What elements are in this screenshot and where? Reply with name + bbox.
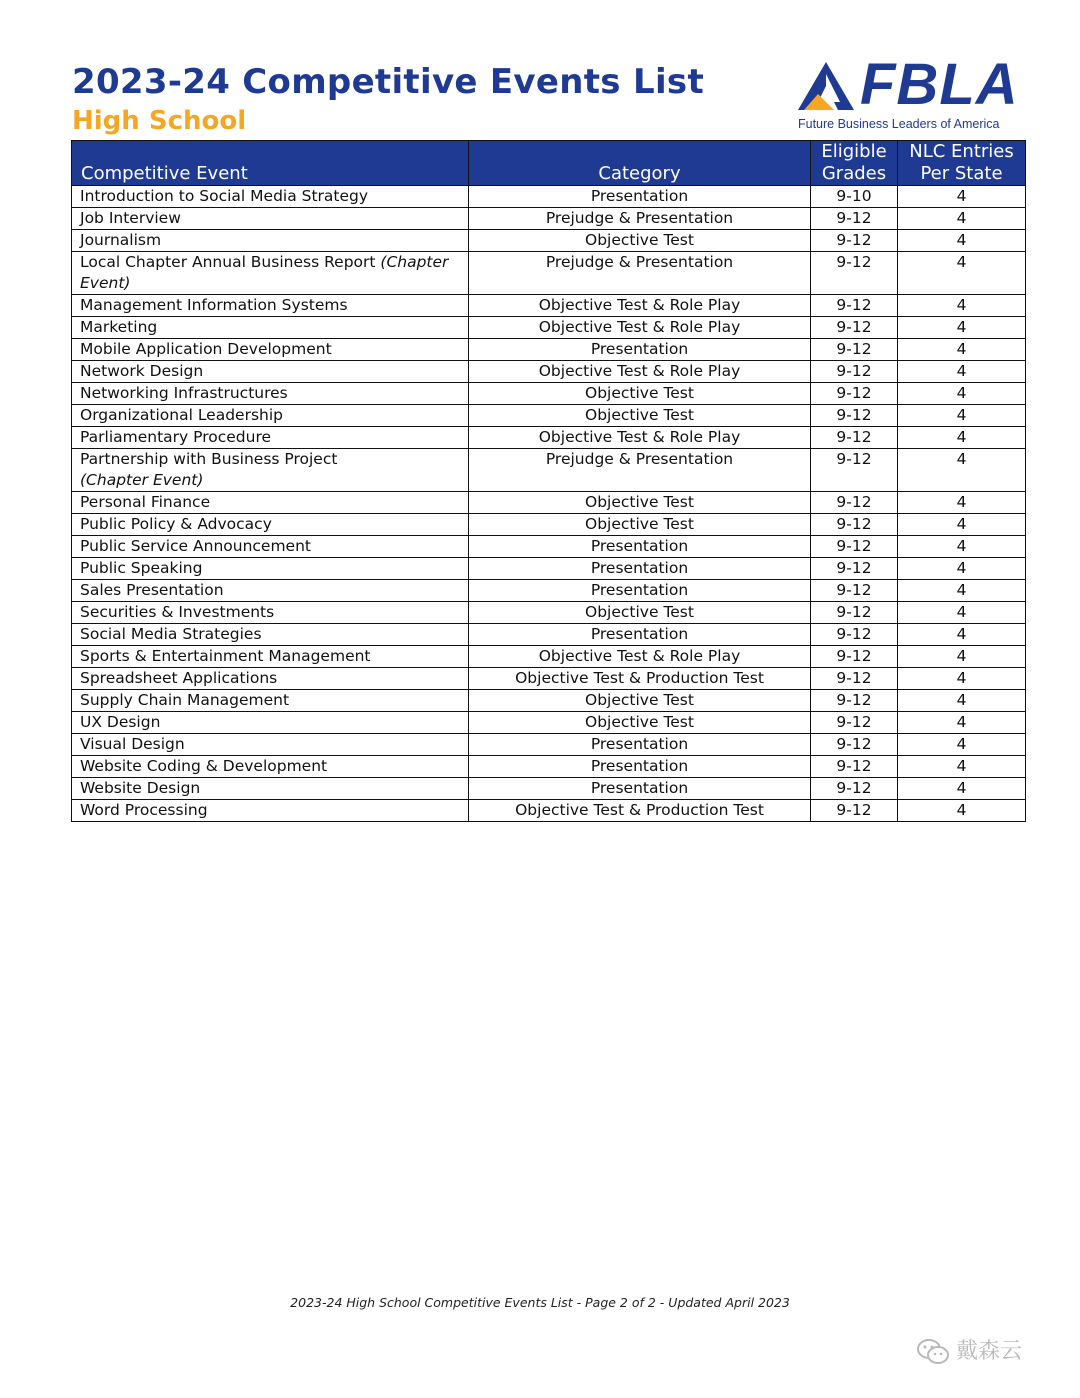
event-cell — [72, 449, 469, 492]
event-name: Local Chapter Annual Business Report — [80, 253, 376, 271]
event-cell — [72, 405, 469, 427]
event-name: Securities & Investments — [80, 603, 275, 621]
table-row — [72, 756, 1026, 778]
grades-cell: 9-12 — [811, 734, 898, 756]
category-cell: Objective Test — [469, 602, 811, 624]
grades-cell: 9-12 — [811, 383, 898, 405]
event-cell — [72, 186, 469, 208]
table-row — [72, 668, 1026, 690]
event-cell — [72, 580, 469, 602]
grades-cell: 9-12 — [811, 778, 898, 800]
table-row — [72, 602, 1026, 624]
grades-cell: 9-12 — [811, 230, 898, 252]
grades-cell: 9-12 — [811, 427, 898, 449]
category-cell: Presentation — [469, 558, 811, 580]
category-cell: Presentation — [469, 734, 811, 756]
event-note: (Chapter Event) — [80, 253, 449, 292]
entries-cell: 4 — [898, 646, 1026, 668]
fbla-wordmark: FBLA — [860, 52, 1019, 117]
event-cell — [72, 252, 469, 295]
event-name: Public Service Announcement — [80, 537, 311, 555]
table-row — [72, 646, 1026, 668]
watermark-text: 戴森云 — [956, 1339, 1023, 1364]
competitive-events-table — [71, 140, 1026, 822]
grades-cell: 9-12 — [811, 602, 898, 624]
category-cell: Presentation — [469, 624, 811, 646]
entries-cell: 4 — [898, 208, 1026, 230]
table-row — [72, 690, 1026, 712]
grades-cell: 9-12 — [811, 580, 898, 602]
fbla-tagline: Future Business Leaders of America — [798, 117, 1000, 131]
table-row — [72, 295, 1026, 317]
entries-cell: 4 — [898, 339, 1026, 361]
table-row — [72, 536, 1026, 558]
fbla-triangle-logo-icon — [796, 60, 860, 112]
event-cell — [72, 690, 469, 712]
entries-cell: 4 — [898, 712, 1026, 734]
entries-cell: 4 — [898, 230, 1026, 252]
event-cell — [72, 646, 469, 668]
category-cell: Presentation — [469, 580, 811, 602]
page-footer: 2023-24 High School Competitive Events List - Page 2 of 2 - Updated April 2023 — [290, 1295, 790, 1310]
column-header-event: Competitive Event — [72, 141, 469, 186]
event-name: Sales Presentation — [80, 581, 224, 599]
event-cell — [72, 208, 469, 230]
category-cell: Objective Test — [469, 514, 811, 536]
column-header-entries-line1: NLC Entries — [909, 141, 1014, 162]
category-cell: Presentation — [469, 339, 811, 361]
table-row — [72, 383, 1026, 405]
event-name: Word Processing — [80, 801, 208, 819]
event-name: Introduction to Social Media Strategy — [80, 187, 369, 205]
event-note: (Chapter Event) — [80, 471, 204, 489]
event-cell — [72, 778, 469, 800]
event-cell — [72, 361, 469, 383]
table-row — [72, 558, 1026, 580]
entries-cell: 4 — [898, 690, 1026, 712]
event-name: Network Design — [80, 362, 204, 380]
wechat-icon — [916, 1338, 950, 1366]
grades-cell: 9-12 — [811, 558, 898, 580]
table-row — [72, 252, 1026, 295]
category-cell: Prejudge & Presentation — [469, 449, 811, 492]
category-cell: Presentation — [469, 536, 811, 558]
entries-cell: 4 — [898, 756, 1026, 778]
category-cell: Objective Test — [469, 383, 811, 405]
event-name: Website Coding & Development — [80, 757, 328, 775]
grades-cell: 9-12 — [811, 712, 898, 734]
entries-cell: 4 — [898, 449, 1026, 492]
category-cell: Presentation — [469, 186, 811, 208]
column-header-entries-line2: Per State — [920, 163, 1003, 184]
grades-cell: 9-12 — [811, 405, 898, 427]
event-name: Management Information Systems — [80, 296, 348, 314]
event-name: Visual Design — [80, 735, 185, 753]
column-header-category: Category — [469, 141, 811, 186]
grades-cell: 9-12 — [811, 536, 898, 558]
grades-cell: 9-12 — [811, 449, 898, 492]
grades-cell: 9-12 — [811, 317, 898, 339]
event-name: Journalism — [80, 231, 162, 249]
category-cell: Objective Test — [469, 712, 811, 734]
grades-cell: 9-12 — [811, 690, 898, 712]
table-row — [72, 186, 1026, 208]
grades-cell: 9-12 — [811, 492, 898, 514]
table-row — [72, 449, 1026, 492]
table-row — [72, 778, 1026, 800]
table-row — [72, 339, 1026, 361]
entries-cell: 4 — [898, 602, 1026, 624]
column-header-grades-line1: Eligible — [821, 141, 887, 162]
event-name: Mobile Application Development — [80, 340, 332, 358]
category-cell: Objective Test & Role Play — [469, 361, 811, 383]
event-cell — [72, 624, 469, 646]
grades-cell: 9-12 — [811, 646, 898, 668]
table-header-row — [72, 141, 1026, 186]
event-name: Networking Infrastructures — [80, 384, 288, 402]
entries-cell: 4 — [898, 514, 1026, 536]
event-cell — [72, 427, 469, 449]
column-header-grades-line2: Grades — [821, 163, 887, 184]
grades-cell: 9-12 — [811, 668, 898, 690]
category-cell: Objective Test — [469, 492, 811, 514]
grades-cell: 9-10 — [811, 186, 898, 208]
table-row — [72, 208, 1026, 230]
table-row — [72, 712, 1026, 734]
table-row — [72, 230, 1026, 252]
category-cell: Objective Test & Role Play — [469, 427, 811, 449]
table-row — [72, 492, 1026, 514]
grades-cell: 9-12 — [811, 624, 898, 646]
entries-cell: 4 — [898, 252, 1026, 295]
entries-cell: 4 — [898, 383, 1026, 405]
category-cell: Objective Test & Role Play — [469, 646, 811, 668]
event-name: Social Media Strategies — [80, 625, 262, 643]
event-name: Personal Finance — [80, 493, 211, 511]
event-name: Supply Chain Management — [80, 691, 290, 709]
category-cell: Objective Test & Production Test — [469, 800, 811, 822]
event-cell — [72, 230, 469, 252]
category-cell: Prejudge & Presentation — [469, 252, 811, 295]
table-row — [72, 427, 1026, 449]
entries-cell: 4 — [898, 186, 1026, 208]
page-subtitle: High School — [72, 106, 247, 136]
event-cell — [72, 317, 469, 339]
grades-cell: 9-12 — [811, 361, 898, 383]
event-name: Public Speaking — [80, 559, 203, 577]
event-cell — [72, 558, 469, 580]
table-row — [72, 514, 1026, 536]
grades-cell: 9-12 — [811, 756, 898, 778]
fbla-logo — [796, 52, 1019, 136]
entries-cell: 4 — [898, 405, 1026, 427]
event-cell — [72, 734, 469, 756]
event-name: Website Design — [80, 779, 201, 797]
category-cell: Objective Test & Production Test — [469, 668, 811, 690]
event-cell — [72, 339, 469, 361]
column-header-entries — [898, 141, 1026, 186]
event-cell — [72, 756, 469, 778]
table-row — [72, 734, 1026, 756]
event-cell — [72, 295, 469, 317]
category-cell: Objective Test — [469, 405, 811, 427]
entries-cell: 4 — [898, 734, 1026, 756]
entries-cell: 4 — [898, 624, 1026, 646]
event-cell — [72, 536, 469, 558]
event-name: Job Interview — [80, 209, 181, 227]
entries-cell: 4 — [898, 558, 1026, 580]
event-name: Spreadsheet Applications — [80, 669, 278, 687]
event-name: Organizational Leadership — [80, 406, 284, 424]
event-name: Parliamentary Procedure — [80, 428, 272, 446]
grades-cell: 9-12 — [811, 252, 898, 295]
category-cell: Objective Test & Role Play — [469, 317, 811, 339]
column-header-grades — [811, 141, 898, 186]
table-row — [72, 317, 1026, 339]
grades-cell: 9-12 — [811, 514, 898, 536]
entries-cell: 4 — [898, 778, 1026, 800]
table-row — [72, 800, 1026, 822]
entries-cell: 4 — [898, 492, 1026, 514]
event-cell — [72, 383, 469, 405]
event-name: Sports & Entertainment Management — [80, 647, 371, 665]
table-row — [72, 405, 1026, 427]
entries-cell: 4 — [898, 800, 1026, 822]
category-cell: Presentation — [469, 756, 811, 778]
event-cell — [72, 602, 469, 624]
table-row — [72, 624, 1026, 646]
category-cell: Presentation — [469, 778, 811, 800]
event-name: Partnership with Business Project — [80, 450, 338, 468]
event-name: Marketing — [80, 318, 158, 336]
entries-cell: 4 — [898, 668, 1026, 690]
entries-cell: 4 — [898, 317, 1026, 339]
event-cell — [72, 514, 469, 536]
watermark — [916, 1334, 1022, 1366]
grades-cell: 9-12 — [811, 800, 898, 822]
category-cell: Prejudge & Presentation — [469, 208, 811, 230]
event-cell — [72, 800, 469, 822]
entries-cell: 4 — [898, 295, 1026, 317]
event-cell — [72, 492, 469, 514]
grades-cell: 9-12 — [811, 295, 898, 317]
table-row — [72, 580, 1026, 602]
category-cell: Objective Test & Role Play — [469, 295, 811, 317]
event-name: Public Policy & Advocacy — [80, 515, 272, 533]
entries-cell: 4 — [898, 580, 1026, 602]
category-cell: Objective Test — [469, 690, 811, 712]
grades-cell: 9-12 — [811, 339, 898, 361]
category-cell: Objective Test — [469, 230, 811, 252]
grades-cell: 9-12 — [811, 208, 898, 230]
table-row — [72, 361, 1026, 383]
page-title: 2023-24 Competitive Events List — [72, 62, 704, 102]
event-cell — [72, 712, 469, 734]
event-name: UX Design — [80, 713, 161, 731]
entries-cell: 4 — [898, 427, 1026, 449]
event-cell — [72, 668, 469, 690]
entries-cell: 4 — [898, 361, 1026, 383]
entries-cell: 4 — [898, 536, 1026, 558]
